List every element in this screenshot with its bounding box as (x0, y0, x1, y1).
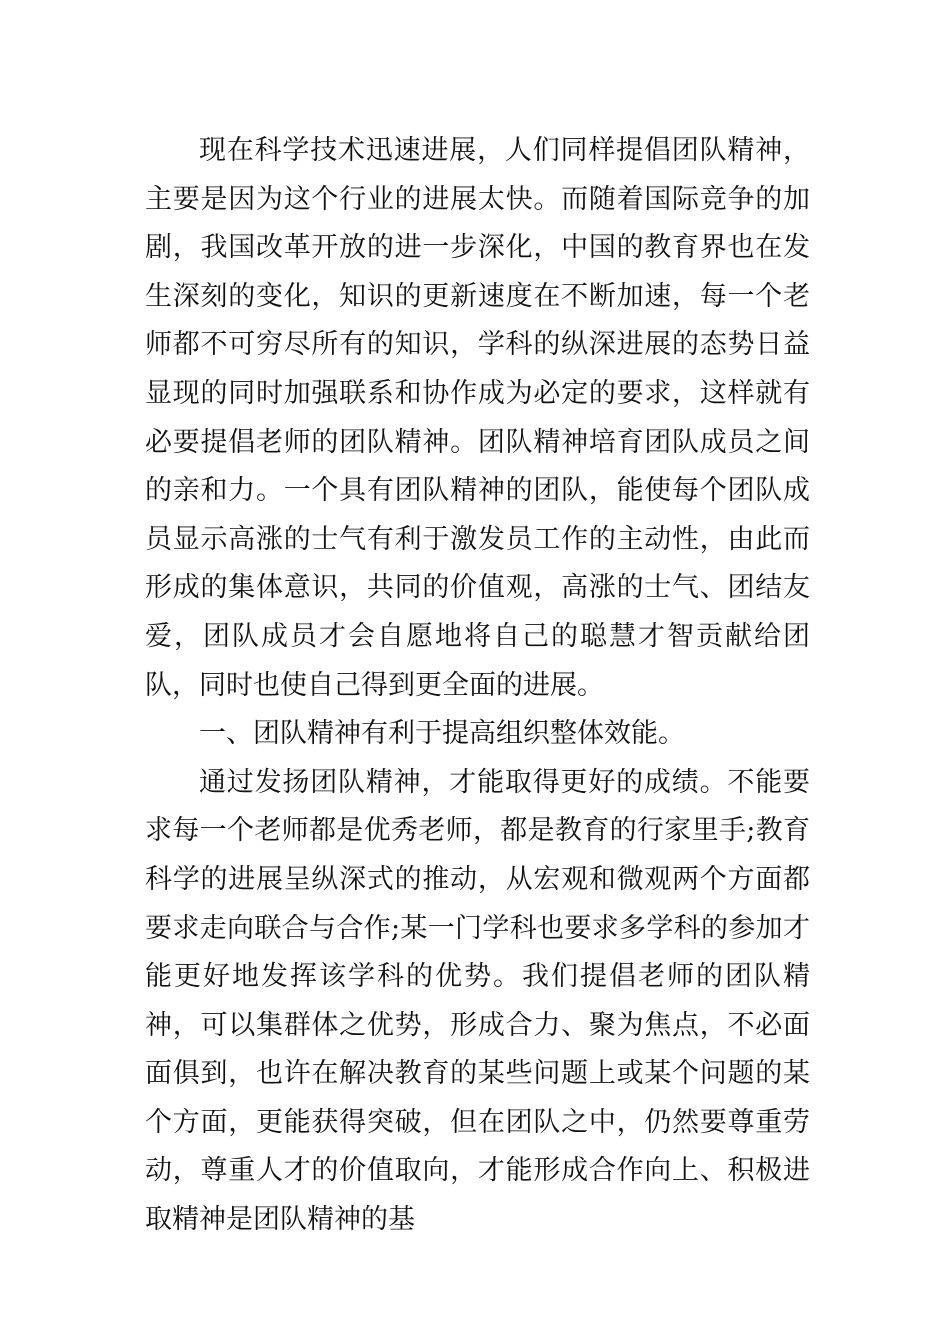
paragraph-section-1: 通过发扬团队精神，才能取得更好的成绩。不能要求每一个老师都是优秀老师，都是教育的行家里手;教育科学的进展呈纵深式的推动，从宏观和微观两个方面都要求走向联合与合作;某一门学科也要求多学科的参加才能更好地发挥该学科的优势。我们提倡老师的团队精神，可以集群体之优势，形成合力、聚为焦点，不必面面俱到，也许在解决教育的某些问题上或某个问题的某个方面，更能获得突破，但在团队之中，仍然要尊重劳动，尊重人才的价值取向，才能形成合作向上、积极进取精神是团队精神的基 (145, 766, 810, 1236)
document-body (145, 127, 810, 1245)
section-heading-1: 一、团队精神有利于提高组织整体效能。 (199, 718, 685, 750)
paragraph-intro: 现在科学技术迅速进展，人们同样提倡团队精神，主要是因为这个行业的进展太快。而随着国际竞争的加剧，我国改革开放的进一步深化，中国的教育界也在发生深刻的变化，知识的更新速度在不断加速，每一个老师都不可穷尽所有的知识，学科的纵深进展的态势日益显现的同时加强联系和协作成为必定的要求，这样就有必要提倡老师的团队精神。团队精神培育团队成员之间的亲和力。一个具有团队精神的团队，能使每个团队成员显示高涨的士气有利于激发员工作的主动性，由此而形成的集体意识，共同的价值观，高涨的士气、团结友爱，团队成员才会自愿地将自己的聪慧才智贡献给团队，同时也使自己得到更全面的进展。 (145, 135, 810, 701)
